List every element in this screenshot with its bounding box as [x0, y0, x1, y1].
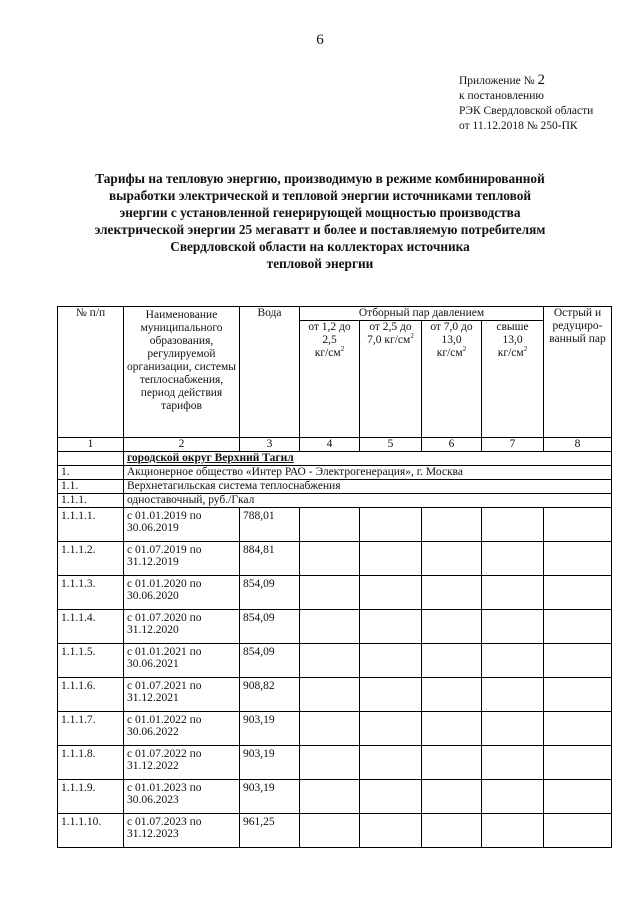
period-to: 30.06.2022: [127, 726, 179, 738]
section-label: Акционерное общество «Интер РАО - Электрогенерация», г. Москва: [124, 466, 612, 480]
empty-cell: [544, 678, 612, 712]
empty-cell: [422, 542, 482, 576]
column-number: 1: [58, 438, 124, 452]
row-period: [124, 678, 240, 712]
row-period: [124, 576, 240, 610]
section-number: 1.1.: [58, 480, 124, 494]
row-water-tariff: 788,01: [240, 508, 300, 542]
header-num: № п/п: [58, 307, 124, 438]
row-period: [124, 712, 240, 746]
row-water-tariff: 884,81: [240, 542, 300, 576]
empty-cell: [544, 508, 612, 542]
column-number: 8: [544, 438, 612, 452]
empty-cell: [482, 780, 544, 814]
column-number: 3: [240, 438, 300, 452]
row-water-tariff: 854,09: [240, 576, 300, 610]
column-number: 7: [482, 438, 544, 452]
period-to: 30.06.2020: [127, 590, 179, 602]
header-steam-1: от 1,2 до 2,5 $кг/см^2$: [300, 321, 360, 438]
empty-cell: [360, 678, 422, 712]
section-label: Верхнетагильская система теплоснабжения: [124, 480, 612, 494]
period-to: 31.12.2022: [127, 760, 179, 772]
empty-cell: [300, 576, 360, 610]
empty-cell: [300, 712, 360, 746]
empty-cell: [360, 576, 422, 610]
row-water-tariff: 908,82: [240, 678, 300, 712]
period-from: с 01.07.2020 по: [127, 612, 202, 624]
appendix-line-2: к постановлению: [459, 90, 544, 102]
appendix-line-3: РЭК Свердловской области: [459, 105, 594, 117]
column-number: 5: [360, 438, 422, 452]
header-name: Наименование муниципального образования, регулируемой организации, системы теплоснабжения, период действия тарифов: [124, 307, 240, 438]
empty-cell: [360, 780, 422, 814]
column-number: 2: [124, 438, 240, 452]
period-to: 31.12.2019: [127, 556, 179, 568]
appendix-line-4: от 11.12.2018 № 250-ПК: [459, 120, 578, 132]
period-to: 31.12.2023: [127, 828, 179, 840]
row-period: [124, 814, 240, 848]
table-row: [58, 508, 612, 542]
row-water-tariff: 961,25: [240, 814, 300, 848]
row-water-tariff: 854,09: [240, 644, 300, 678]
empty-cell: [482, 508, 544, 542]
empty-cell: [422, 780, 482, 814]
empty-cell: [544, 542, 612, 576]
empty-cell: [422, 678, 482, 712]
row-period: [124, 508, 240, 542]
row-period: [124, 542, 240, 576]
period-from: с 01.07.2023 по: [127, 816, 202, 828]
period-from: с 01.01.2022 по: [127, 714, 202, 726]
period-from: с 01.07.2021 по: [127, 680, 202, 692]
section-row: [58, 466, 612, 480]
row-number: 1.1.1.7.: [58, 712, 124, 746]
appendix-line-1: Приложение № 2: [459, 72, 545, 88]
empty-cell: [482, 678, 544, 712]
empty-cell: [422, 576, 482, 610]
empty-cell: [300, 542, 360, 576]
empty-cell: [300, 678, 360, 712]
empty-cell: [422, 814, 482, 848]
header-steam-2: от 2,5 до 7,0 $кг/см^2$: [360, 321, 422, 438]
table-row: [58, 542, 612, 576]
period-to: 30.06.2019: [127, 522, 179, 534]
empty-cell: [360, 814, 422, 848]
period-from: с 01.07.2022 по: [127, 748, 202, 760]
period-to: 30.06.2023: [127, 794, 179, 806]
period-from: с 01.01.2023 по: [127, 782, 202, 794]
row-number: 1.1.1.10.: [58, 814, 124, 848]
empty-cell: [482, 644, 544, 678]
row-number: 1.1.1.3.: [58, 576, 124, 610]
empty-cell: [360, 508, 422, 542]
period-from: с 01.07.2019 по: [127, 544, 202, 556]
table-row: [58, 610, 612, 644]
row-number: 1.1.1.5.: [58, 644, 124, 678]
empty-cell: [360, 610, 422, 644]
table-row: [58, 576, 612, 610]
row-water-tariff: 903,19: [240, 780, 300, 814]
row-number: 1.1.1.4.: [58, 610, 124, 644]
empty-cell: [482, 746, 544, 780]
empty-cell: [360, 746, 422, 780]
table-row: [58, 780, 612, 814]
table-row: [58, 678, 612, 712]
section-number: 1.1.1.: [58, 494, 124, 508]
section-row: [58, 494, 612, 508]
empty-cell: [422, 508, 482, 542]
empty-cell: [544, 814, 612, 848]
row-period: [124, 610, 240, 644]
empty-cell: [544, 746, 612, 780]
period-to: 31.12.2020: [127, 624, 179, 636]
row-period: [124, 746, 240, 780]
empty-cell: [544, 780, 612, 814]
empty-cell: [544, 644, 612, 678]
row-number: 1.1.1.2.: [58, 542, 124, 576]
empty-cell: [422, 644, 482, 678]
period-to: 30.06.2021: [127, 658, 179, 670]
empty-cell: [482, 712, 544, 746]
section-number: [58, 452, 124, 466]
row-water-tariff: 903,19: [240, 746, 300, 780]
header-water: Вода: [240, 307, 300, 438]
header-steam-group: Отборный пар давлением: [300, 307, 544, 321]
tariff-table: [57, 306, 612, 848]
row-water-tariff: 854,09: [240, 610, 300, 644]
row-number: 1.1.1.1.: [58, 508, 124, 542]
table-row: [58, 644, 612, 678]
section-label: одноставочный, руб./Гкал: [124, 494, 612, 508]
row-number: 1.1.1.9.: [58, 780, 124, 814]
header-acute-steam: Острый и редуциро-ванный пар: [544, 307, 612, 438]
empty-cell: [544, 610, 612, 644]
period-from: с 01.01.2020 по: [127, 578, 202, 590]
period-from: с 01.01.2019 по: [127, 510, 202, 522]
document-title: Тарифы на тепловую энергию, производимую в режиме комбинированной выработки электрической и тепловой энергии источниками тепловой энергии с установленной генерирующей мощностью производства электрической энергии 25 мегаватт и более и поставляемую потребителям Свердловской области на коллекторах источника тепловой энергии: [94, 171, 546, 271]
section-label: городской округ Верхний Тагил: [124, 452, 612, 466]
row-number: 1.1.1.6.: [58, 678, 124, 712]
row-period: [124, 780, 240, 814]
header-steam-4: свыше 13,0 $кг/см^2$: [482, 321, 544, 438]
appendix-block: [459, 73, 593, 134]
empty-cell: [300, 644, 360, 678]
empty-cell: [544, 712, 612, 746]
empty-cell: [482, 814, 544, 848]
row-water-tariff: 903,19: [240, 712, 300, 746]
empty-cell: [300, 610, 360, 644]
table-row: [58, 814, 612, 848]
table-row: [58, 712, 612, 746]
section-number: 1.: [58, 466, 124, 480]
empty-cell: [300, 780, 360, 814]
empty-cell: [300, 508, 360, 542]
empty-cell: [360, 644, 422, 678]
period-to: 31.12.2021: [127, 692, 179, 704]
period-from: с 01.01.2021 по: [127, 646, 202, 658]
empty-cell: [482, 576, 544, 610]
empty-cell: [422, 712, 482, 746]
empty-cell: [544, 576, 612, 610]
section-row: [58, 452, 612, 466]
empty-cell: [422, 746, 482, 780]
empty-cell: [360, 542, 422, 576]
empty-cell: [482, 610, 544, 644]
empty-cell: [482, 542, 544, 576]
column-number-row: [58, 438, 612, 452]
empty-cell: [300, 814, 360, 848]
empty-cell: [360, 712, 422, 746]
column-number: 6: [422, 438, 482, 452]
section-row: [58, 480, 612, 494]
header-steam-3: от 7,0 до 13,0 $кг/см^2$: [422, 321, 482, 438]
page-number: 6: [316, 32, 324, 48]
empty-cell: [422, 610, 482, 644]
column-number: 4: [300, 438, 360, 452]
empty-cell: [300, 746, 360, 780]
row-number: 1.1.1.8.: [58, 746, 124, 780]
table-row: [58, 746, 612, 780]
row-period: [124, 644, 240, 678]
